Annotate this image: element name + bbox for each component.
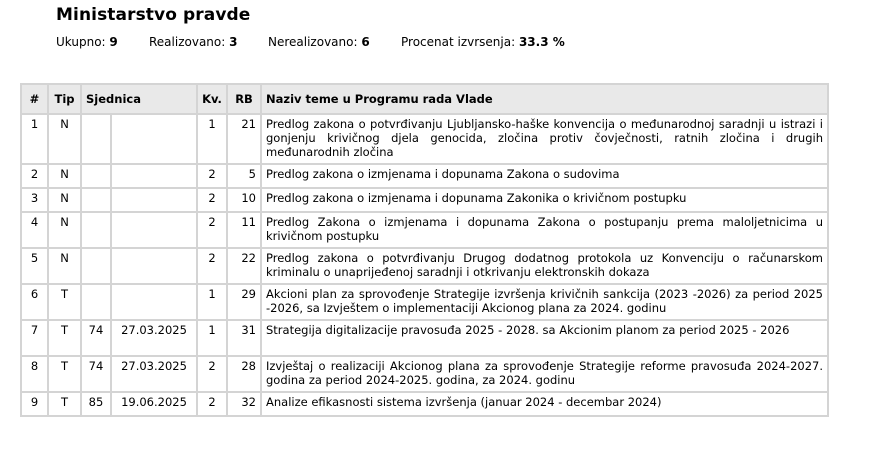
cell-sjednica-br: 85 (81, 392, 111, 416)
stat-procenat: Procenat izvrsenja: 33.3 % (401, 35, 565, 49)
table-row (21, 188, 828, 212)
cell-naziv: Strategija digitalizacije pravosuđa 2025 - 2028. sa Akcionim planom za period 2025 - 2026 (261, 320, 828, 356)
cell-rb: 11 (227, 212, 261, 248)
cell-rb: 32 (227, 392, 261, 416)
cell-tip: N (48, 188, 81, 212)
table-row (21, 392, 828, 416)
cell-tip: N (48, 164, 81, 188)
cell-naziv: Predlog zakona o potvrđivanju Drugog dodatnog protokola uz Konvenciju o računarskom kriminalu o unaprijeđenoj saradnji i otkrivanju elektronskih dokaza (261, 248, 828, 284)
table-row (21, 320, 828, 356)
cell-num: 8 (21, 356, 48, 392)
stat-ukupno-value: 9 (109, 35, 118, 49)
cell-sjednica-datum (111, 284, 197, 320)
table-row (21, 248, 828, 284)
cell-sjednica-br (81, 212, 111, 248)
stat-ukupno: Ukupno: 9 (56, 35, 118, 49)
page-title: Ministarstvo pravde (56, 5, 251, 25)
cell-num: 6 (21, 284, 48, 320)
stat-nerealizovano: Nerealizovano: 6 (268, 35, 370, 49)
cell-rb: 29 (227, 284, 261, 320)
col-header-naziv: Naziv teme u Programu rada Vlade (261, 84, 828, 114)
cell-sjednica-datum (111, 212, 197, 248)
cell-naziv: Izvještaj o realizaciji Akcionog plana za sprovođenje Strategije reforme pravosuđa 2024-2027. godina za period 2024-2025. godina, za 2024. godinu (261, 356, 828, 392)
cell-sjednica-br (81, 164, 111, 188)
cell-kv: 2 (197, 356, 227, 392)
cell-sjednica-datum: 27.03.2025 (111, 320, 197, 356)
cell-rb: 28 (227, 356, 261, 392)
col-header-tip: Tip (48, 84, 81, 114)
col-header-num: # (21, 84, 48, 114)
cell-sjednica-datum: 19.06.2025 (111, 392, 197, 416)
cell-tip: N (48, 212, 81, 248)
cell-num: 7 (21, 320, 48, 356)
cell-tip: T (48, 356, 81, 392)
cell-kv: 2 (197, 248, 227, 284)
cell-num: 5 (21, 248, 48, 284)
cell-num: 9 (21, 392, 48, 416)
cell-rb: 10 (227, 188, 261, 212)
stats-bar (56, 35, 565, 49)
cell-rb: 31 (227, 320, 261, 356)
cell-kv: 2 (197, 392, 227, 416)
cell-kv: 2 (197, 212, 227, 248)
cell-sjednica-br: 74 (81, 356, 111, 392)
cell-sjednica-datum (111, 188, 197, 212)
table-header-row (21, 84, 828, 114)
table-row (21, 212, 828, 248)
cell-kv: 1 (197, 114, 227, 164)
stat-nerealizovano-value: 6 (361, 35, 370, 49)
cell-tip: N (48, 248, 81, 284)
cell-sjednica-datum (111, 114, 197, 164)
program-table (20, 83, 829, 417)
cell-rb: 22 (227, 248, 261, 284)
cell-sjednica-datum: 27.03.2025 (111, 356, 197, 392)
stat-procenat-value: 33.3 % (518, 35, 565, 49)
cell-naziv: Predlog zakona o izmjenama i dopunama Zakona o sudovima (261, 164, 828, 188)
cell-sjednica-br (81, 114, 111, 164)
cell-num: 1 (21, 114, 48, 164)
col-header-rb: RB (227, 84, 261, 114)
table-row (21, 356, 828, 392)
cell-kv: 1 (197, 284, 227, 320)
cell-rb: 21 (227, 114, 261, 164)
cell-num: 4 (21, 212, 48, 248)
cell-num: 2 (21, 164, 48, 188)
table-row (21, 164, 828, 188)
cell-naziv: Predlog zakona o izmjenama i dopunama Zakonika o krivičnom postupku (261, 188, 828, 212)
cell-naziv: Analize efikasnosti sistema izvršenja (januar 2024 - decembar 2024) (261, 392, 828, 416)
col-header-sjednica: Sjednica (81, 84, 197, 114)
cell-tip: T (48, 284, 81, 320)
cell-sjednica-br (81, 188, 111, 212)
table-row (21, 284, 828, 320)
cell-naziv: Akcioni plan za sprovođenje Strategije izvršenja krivičnih sankcija (2023 -2026) za period 2025 -2026, sa Izvještem o implementaciji Akcionog plana za 2024. godinu (261, 284, 828, 320)
cell-sjednica-br (81, 284, 111, 320)
table-row (21, 114, 828, 164)
cell-naziv: Predlog Zakona o izmjenama i dopunama Zakona o postupanju prema maloljetnicima u krivičnom postupku (261, 212, 828, 248)
cell-naziv: Predlog zakona o potvrđivanju Ljubljansko-haške konvencija o međunarodnoj saradnji u istrazi i gonjenju krivičnog djela genocida, zločina protiv čovječnosti, ratnih zločina i drugih međunarodnih zločina (261, 114, 828, 164)
cell-kv: 1 (197, 320, 227, 356)
stat-realizovano: Realizovano: 3 (149, 35, 238, 49)
cell-sjednica-datum (111, 164, 197, 188)
cell-tip: T (48, 392, 81, 416)
cell-rb: 5 (227, 164, 261, 188)
cell-kv: 2 (197, 188, 227, 212)
col-header-kv: Kv. (197, 84, 227, 114)
stat-realizovano-value: 3 (229, 35, 238, 49)
cell-sjednica-br: 74 (81, 320, 111, 356)
cell-sjednica-br (81, 248, 111, 284)
cell-sjednica-datum (111, 248, 197, 284)
cell-tip: N (48, 114, 81, 164)
cell-kv: 2 (197, 164, 227, 188)
cell-num: 3 (21, 188, 48, 212)
cell-tip: T (48, 320, 81, 356)
